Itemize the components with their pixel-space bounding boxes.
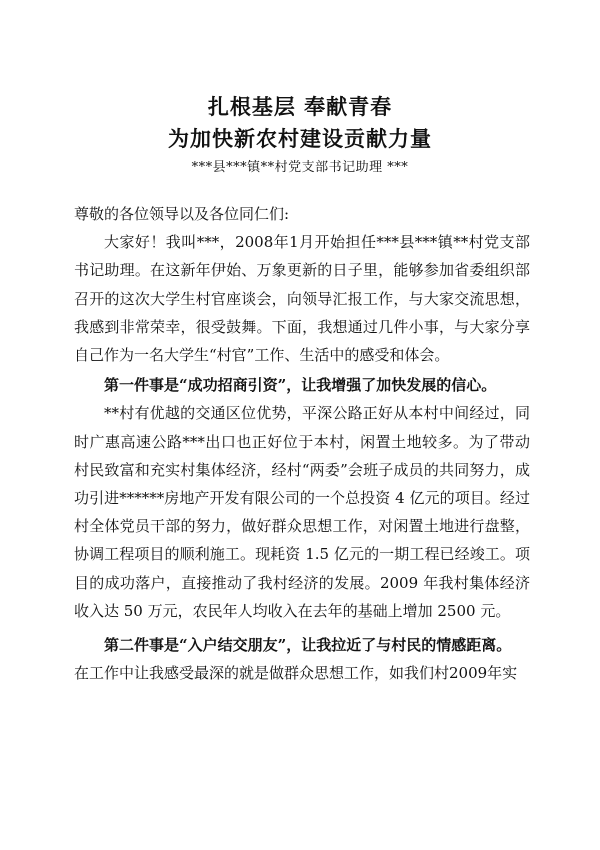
title-line-2: 为加快新农村建设贡献力量 (168, 126, 432, 151)
section-1-heading: 第一件事是“成功招商引资”，让我增强了加快发展的信心。 (104, 376, 497, 395)
section-2-heading: 第二件事是“入户结交朋友”，让我拉近了与村民的情感距离。 (104, 636, 512, 655)
author-line: ***县***镇**村党支部书记助理 *** (191, 160, 409, 175)
title-line-1: 扎根基层 奉献青春 (207, 94, 393, 119)
document-body (74, 200, 530, 687)
intro-paragraph: 大家好！我叫***，2008年1月开始担任***县***镇**村党支部书记助理。在这新年伊始、万象更新的日子里，能够参加省委组织部召开的这次大学生村官座谈会，向领导汇报工作，与大家交流思想，我感到非常荣幸，很受鼓舞。下面，我想通过几件小事，与大家分享自己作为一名大学生“村官”工作、生活中的感受和体会。 (74, 233, 530, 365)
section-2-paragraph: 在工作中让我感受最深的就是做群众思想工作，如我们村2009年实 (74, 664, 518, 683)
salutation: 尊敬的各位领导以及各位同仁们: (74, 205, 290, 223)
section-1-paragraph: **村有优越的交通区位优势，平深公路正好从本村中间经过，同时广惠高速公路***出口也正好位于本村，闲置土地较多。为了带动村民致富和充实村集体经济，经村“两委”会班子成员的共同努力，成功引进******房地产开发有限公司的一个总投资 4 亿元的项目。经过村全体党员干部的努力，做好群众思想工作，对闲置土地进行盘整，协调工程项目的顺利施工。现耗资 1.5 亿元的一期工程已经竣工。项目的成功落户，直接推动了我村经济的发展。2009 年我村集体经济收入达 50 万元，农民年人均收入在去年的基础上增加 2500 元。 (74, 404, 530, 620)
